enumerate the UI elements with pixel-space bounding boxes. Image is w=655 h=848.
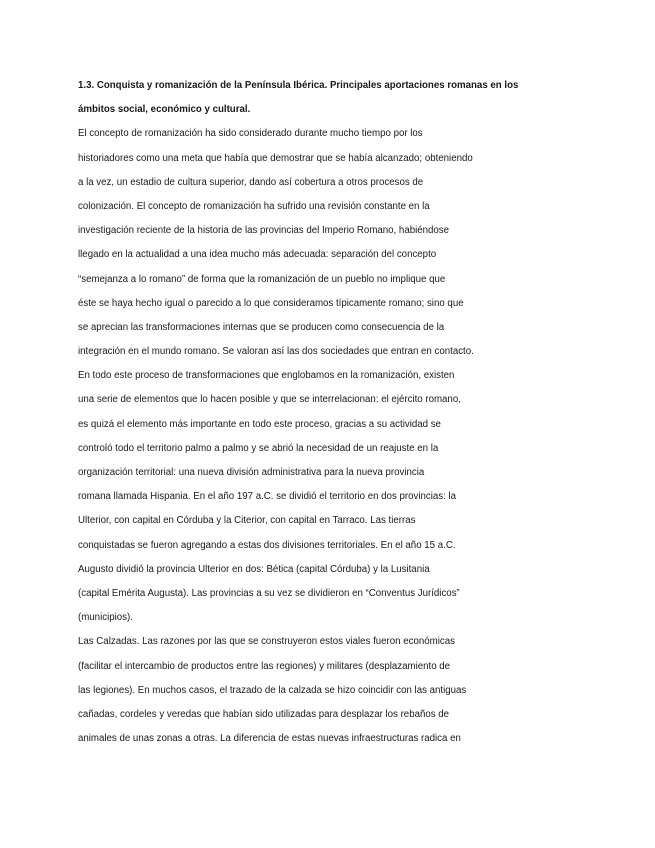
paragraph-line: éste se haya hecho igual o parecido a lo que consideramos típicamente romano; sino que [78,297,464,309]
paragraph-line: animales de unas zonas a otras. La diferencia de estas nuevas infraestructuras radica en [78,733,461,745]
paragraph-line: se aprecian las transformaciones internas que se producen como consecuencia de la [78,321,445,333]
paragraph-line: controló todo el territorio palmo a palmo y se abrió la necesidad de un reajuste en la [78,442,439,454]
paragraph-line: una serie de elementos que lo hacen posible y que se interrelacionan: el ejército romano, [78,394,461,406]
paragraph-line: integración en el mundo romano. Se valoran así las dos sociedades que entran en contacto. [78,346,474,358]
paragraph-line: las legiones). En muchos casos, el trazado de la calzada se hizo coincidir con las antiguas [78,684,467,696]
paragraph-line: Augusto dividió la provincia Ulterior en dos: Bética (capital Córduba) y la Lusitania [78,563,430,575]
paragraph-line: colonización. El concepto de romanización ha sufrido una revisión constante en la [78,200,430,212]
paragraph-line: investigación reciente de la historia de las provincias del Imperio Romano, habiéndose [78,225,450,237]
paragraph-line: romana llamada Hispania. En el año 197 a.C. se dividió el territorio en dos provincias: la [78,491,457,503]
paragraph-line: (facilitar el intercambio de productos entre las regiones) y militares (desplazamiento de [78,660,451,672]
paragraph-line: conquistadas se fueron agregando a estas dos divisiones territoriales. En el año 15 a.C. [78,539,456,551]
paragraph-line: (municipios). [78,612,133,624]
paragraph-line: En todo este proceso de transformaciones que englobamos en la romanización, existen [78,370,455,382]
section-heading-line: 1.3. Conquista y romanización de la Península Ibérica. Principales aportaciones romanas en los [78,80,519,91]
paragraph-line: historiadores como una meta que había que demostrar que se había alcanzado; obteniendo [78,152,473,164]
paragraph-line: cañadas, cordeles y veredas que habían sido utilizadas para desplazar los rebaños de [78,708,450,720]
paragraph-line: “semejanza a lo romano” de forma que la romanización de un pueblo no implique que [78,273,446,285]
paragraph-line: El concepto de romanización ha sido considerado durante mucho tiempo por los [78,128,423,140]
paragraph-line: es quizá el elemento más importante en todo este proceso, gracias a su actividad se [78,418,441,430]
paragraph-line: a la vez, un estadio de cultura superior, dando así cobertura a otros procesos de [78,176,424,188]
paragraph-line: Las Calzadas. Las razones por las que se construyeron estos viales fueron económicas [78,636,455,648]
document-content [78,74,568,751]
section-heading-line: ámbitos social, económico y cultural. [78,104,251,116]
paragraph-line: Ulterior, con capital en Córduba y la Citerior, con capital en Tarraco. Las tierras [78,515,416,527]
paragraph-line: llegado en la actualidad a una idea mucho más adecuada: separación del concepto [78,249,437,261]
paragraph-line: organización territorial: una nueva división administrativa para la nueva provincia [78,467,425,478]
paragraph-line: (capital Emérita Augusta). Las provincias a su vez se dividieron en “Conventus Jurídicos” [78,587,460,599]
